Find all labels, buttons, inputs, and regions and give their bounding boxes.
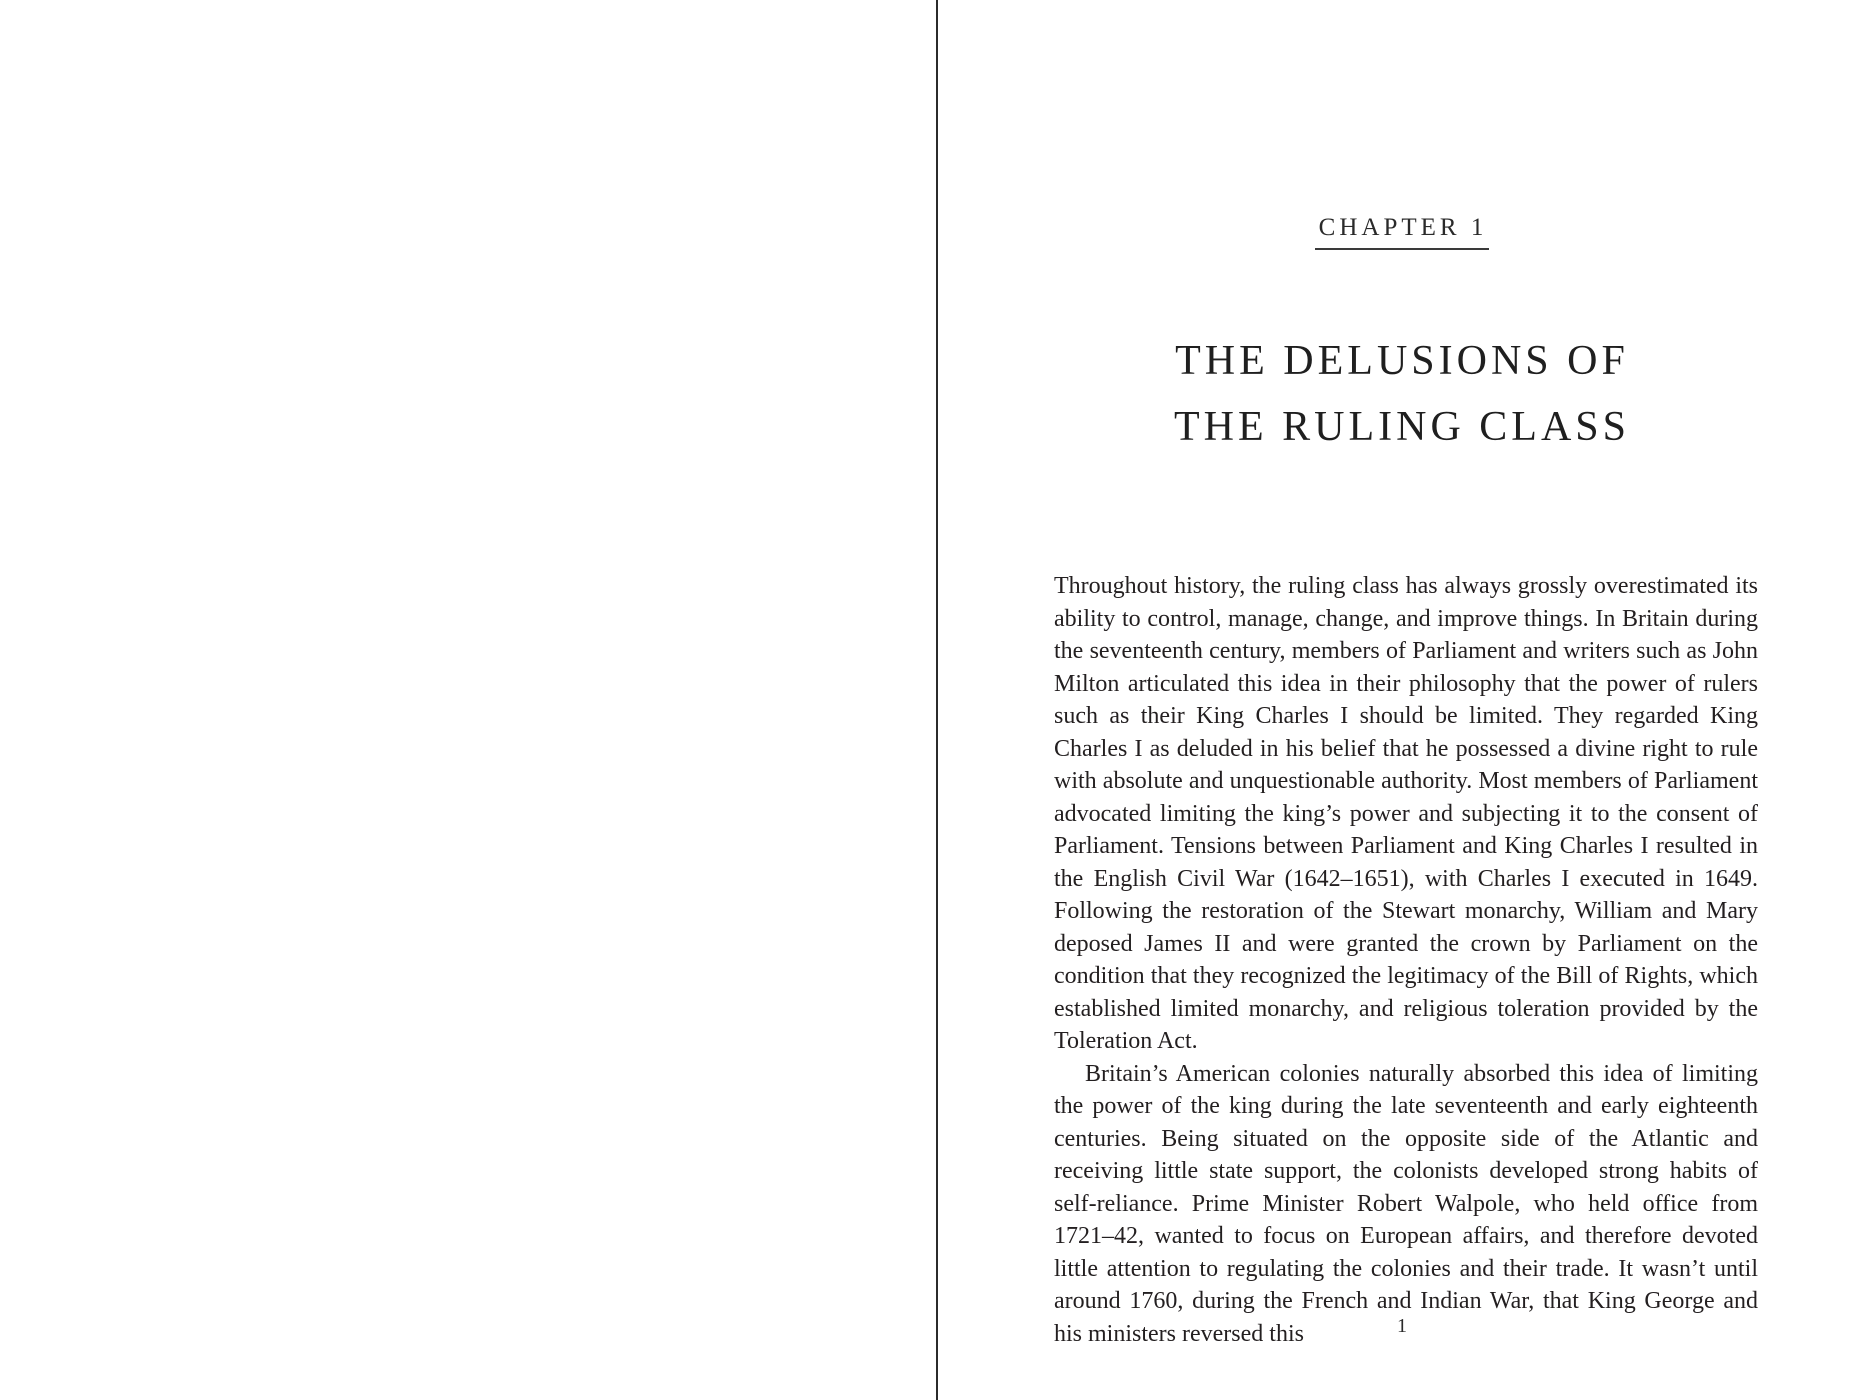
paragraph-2: Britain’s American colonies naturally absorbed this idea of limiting the power of the king during the late seventeenth and early eighteenth centuries. Being situated on the opposite side of the Atlantic and receiving little state support, the colonists developed strong habits of self-reliance. Prime Minister Robert Walpole, who held office from 1721–42, wanted to focus on European affairs, and therefore devoted little attention to regulating the colonies and their trade. It wasn’t until around 1760, during the French and Indian War, that King George and his ministers reversed this — [1054, 1060, 1758, 1347]
page-number: 1 — [1397, 1315, 1407, 1337]
body-text — [1054, 570, 1758, 1350]
chapter-title-line-1: THE DELUSIONS OF — [1175, 338, 1629, 384]
chapter-title — [938, 328, 1866, 460]
chapter-label-container — [938, 214, 1866, 250]
chapter-label: CHAPTER 1 — [1315, 214, 1490, 250]
right-page — [938, 0, 1866, 1400]
paragraph-1: Throughout history, the ruling class has always grossly overestimated its ability to control, manage, change, and improve things. In Britain during the seventeenth century, members of Parliament and writers such as John Milton articulated this idea in their philosophy that the power of rulers such as their King Charles I should be limited. They regarded King Charles I as deluded in his belief that he possessed a divine right to rule with absolute and unquestionable authority. Most members of Parliament advocated limiting the king’s power and subjecting it to the consent of Parliament. Tensions between Parliament and King Charles I resulted in the English Civil War (1642–1651), with Charles I executed in 1649. Following the restoration of the Stewart monarchy, William and Mary deposed James II and were granted the crown by Parliament on the condition that they recognized the legitimacy of the Bill of Rights, which established limited monarchy, and religious toleration provided by the Toleration Act. — [1054, 573, 1758, 1054]
chapter-title-line-2: THE RULING CLASS — [1173, 404, 1630, 450]
